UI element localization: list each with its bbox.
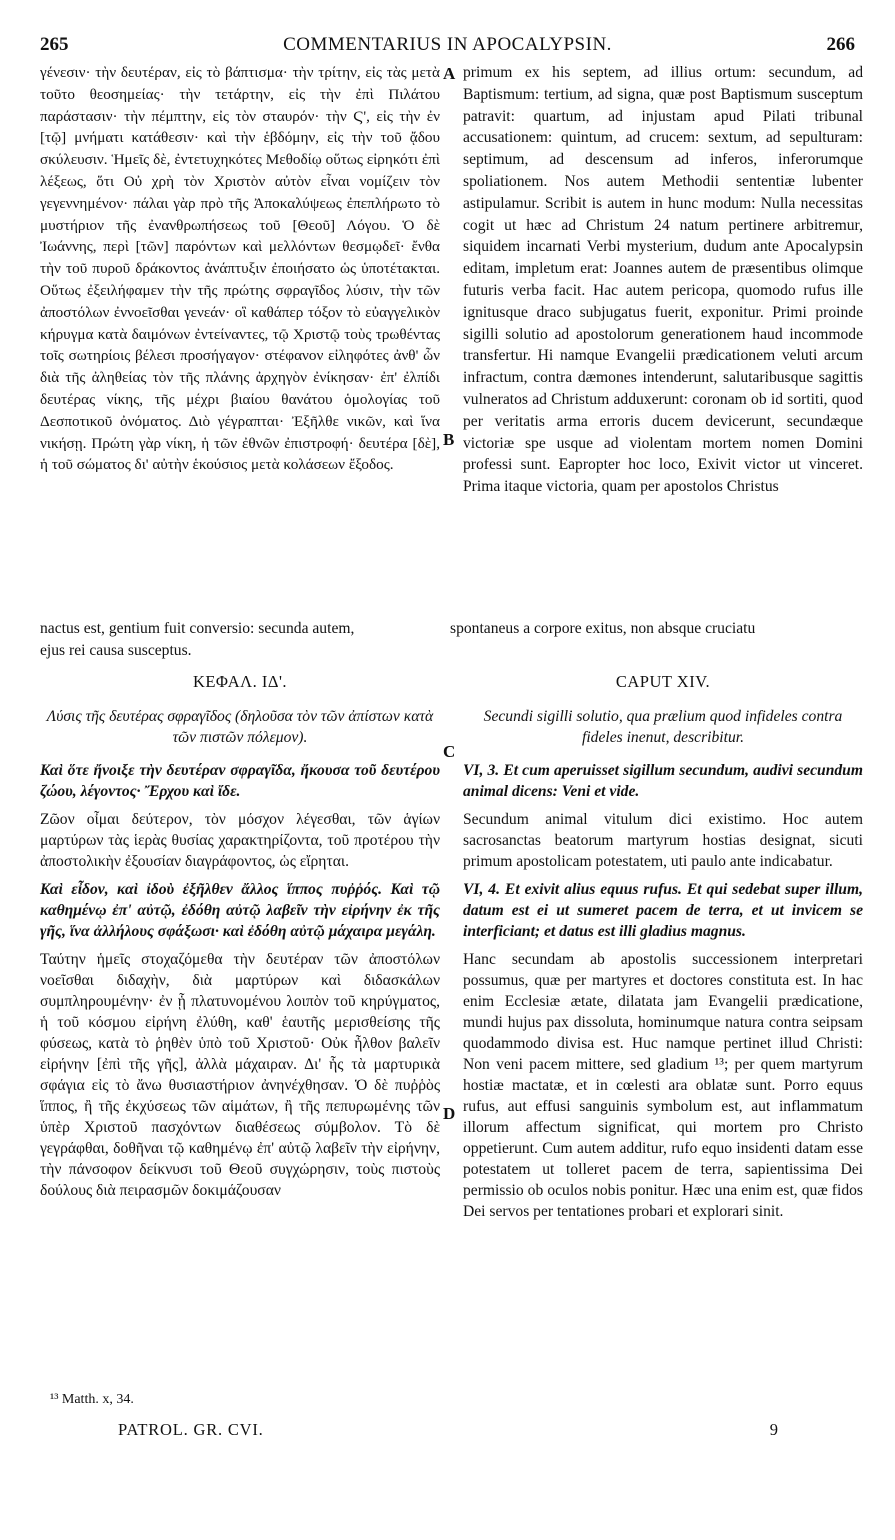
latin-chapter-title: CAPUT XIV. (615, 672, 711, 691)
latin-verse-1: VI, 3. Et cum aperuisset sigillum secundum, audivi secundum animal dicens: Veni et vide. (463, 762, 863, 800)
page-footer (118, 1420, 778, 1444)
margin-letter-d: D (443, 1104, 456, 1123)
spanning-line-continuation: ejus rei causa susceptus. (40, 642, 192, 659)
greek-verse-2: Καὶ εἶδον, καὶ ἰδοὺ ἐξῆλθεν ἄλλος ἵππος πυῤῥός. Καὶ τῷ καθημένῳ ἐπ' αὐτῷ, ἐδόθη αὐτῷ λαβεῖν τὴν εἰρήνην ἐκ τῆς γῆς, ἵνα ἀλλήλους σφάξωσι· καὶ ἐδόθη αὐτῷ μάχαιρα μεγάλη. (40, 881, 440, 940)
greek-paragraph: γένεσιν· τὴν δευτέραν, εἰς τὸ βάπτισμα· τὴν τρίτην, εἰς τὰς μετὰ τοῦτο θεοσημείας· τὴν τετάρτην, εἰς τὴν ἐπὶ Πιλάτου παράστασιν· τὴν πέμπτην, εἰς τὸν σταυρόν· τὴν Ϛ', εἰς τὴν ἐν [τῷ] μνήματι κατάθεσιν· καὶ τὴν ἑβδόμην, εἰς τὴν τοῦ ᾄδου σκύλευσιν. Ἡμεῖς δὲ, ἐντετυχηκότες Μεθοδίῳ οὕτως εἰρηκότι ἐπὶ λέξεως, ὅτι Οὐ χρὴ τὸν Χριστὸν αὐτὸν εἶναι νομίζειν τὸν γεγεννημένον· πάλαι γὰρ πρὸ τῆς Ἀποκαλύψεως ἐπεπλήρωτο τὸ μυστήριον τῆς ἐνανθρωπήσεως τοῦ [Θεοῦ] Λόγου. Ὁ δὲ Ἰωάννης, περὶ [τῶν] παρόντων καὶ μελλόντων θεσμῳδεῖ· ἔνθα τὴν τοῦ πυροῦ δράκοντος ἀνάπτυξιν ἐποιήσατο ὡς ὑποτέτακται. Οὕτως ἐξειλήφαμεν τὴν τῆς πρώτης σφραγῖδος λύσιν, τὴν τῶν ἀποστόλων ἐννοεῖσθαι γενεάν· οἳ καθάπερ τόξον τὸ εὐαγγελικὸν κήρυγμα κατὰ δαιμόνων ἐντείναντες, τῷ Χριστῷ τοὺς τρωθέντας τοῖς σωτηρίοις βέλεσι προσήγαγον· στέφανον εἰληφότες ἀνθ' ὧν διὰ τῆς ἀληθείας τὸν τῆς πλάνης ἀρχηγὸν ἐνίκησαν· ἐπ' ἐλπίδι δευτέρας νίκης, τῆς μέχρι βιαίου θανάτου ὁμολογίας τοῦ Δεσποτικοῦ ὀνόματος. Διὸ γέγραπται· Ἐξῆλθε νικῶν, καὶ ἵνα νικήσῃ. Πρώτη γὰρ νίκη, ἡ τῶν ἐθνῶν ἐπιστροφή· δευτέρα [δὲ], ἡ τοῦ σώματος δι' αὐτὴν ἑκούσιος μετὰ κολάσεων ἔξοδος. (40, 64, 440, 474)
latin-comment-2: Hanc secundam ab apostolis successionem interpretari possumus, quæ per martyres et doctores constituta est. In hac enim Ecclesiæ ætate, dilatata jam Evangelii prædicatione, mundi hujus pax dissoluta, hominumque natura contra seipsam quodammodo divisa est. Huc namque pertinet illud Christi: Non veni pacem mittere, sed gladium ¹³; per quem martyrum hostiæ mactatæ, et in cœlesti ara oblatæ sunt. Porro equus rufus, aut effusi sanguinis symbolum est, aut inflammatum illorum affectum significat, qui mortem pro Christo oppetierunt. Cum autem additur, rufo equo insidenti datam esse potestatem ut tolleret pacem de terra, sapientissima Dei permissio ob oculos nobis ponitur. Hæc una enim est, quæ fidos Dei servos per tentationes probari et explorari sinit. (463, 951, 863, 1220)
greek-section (40, 706, 440, 1208)
greek-verse-1: Καὶ ὅτε ἤνοιξε τὴν δευτέραν σφραγῖδα, ἤκουσα τοῦ δευτέρου ζώου, λέγοντος· Ἔρχου καὶ ἴδε. (40, 762, 440, 800)
latin-paragraph: primum ex his septem, ad illius ortum: secundum, ad Baptismum: tertium, ad signa, quæ post Baptismum susceptum patravit: quartum, ad injustam apud Pilati tribunal accusationem: quintum, ad crucem: sextum, ad sepulturam: septimum, ad descensum ad inferos, inferorumque spoliationem. Nos autem Methodii sententiæ lubenter astipulamur. Scribit is autem in hunc modum: Nulla necessitas cogit ut hæc ad Christum 24 natum pertinere arbitremur, siquidem incarnati Verbi mysterium, dudum ante Apocalypsin editam, impletum erat: Joannes autem de præsentibus olimque futuris verba facit. Hac autem pericopa, quomodo rufus ille ignitusque draco subjugatus fuerit, exponitur. Primi proinde sigilli solutio ad apostolorum generationem haud incommode transfertur. Hi namque Evangelii prædicationem veluti arcum infractum, contra dæmones intenderunt, salutaribusque sagittis vulneratos ad Christum adduxerunt: coronam ob id sortiti, quod per veritatis arma erroris ducem devicerunt, secundæque victoriæ spe usque ad violentam mortem nomen Domini professi sunt. Eapropter hoc loco, Exivit victor ut vinceret. Prima itaque victoria, quam per apostolos Christus (463, 64, 863, 496)
volume-signature: PATROL. GR. CVI. (118, 1420, 264, 1439)
page-number-left: 265 (40, 34, 69, 55)
latin-comment-1: Secundum animal vitulum dici existimo. Hoc autem sacrosanctas beatorum martyrum hostias designat, sicuti primum apostolicam potestatem, uti paulo ante indicabatur. (463, 811, 863, 870)
page-header (40, 34, 855, 60)
greek-summary: Λύσις τῆς δευτέρας σφραγῖδος (δηλοῦσα τὸν τῶν ἀπίστων κατὰ τῶν πιστῶν πόλεμον). (46, 708, 434, 746)
spanning-line-right: spontaneus a corpore exitus, non absque cruciatu (450, 620, 756, 637)
margin-letter-a: A (443, 64, 456, 83)
latin-verse-2: VI, 4. Et exivit alius equus rufus. Et qui sedebat super illum, datum est ei ut sumeret pacem de terra, et ut invicem se interficiant; et datus est illi gladius magnus. (463, 881, 863, 940)
margin-letter-c: C (443, 742, 456, 761)
latin-column-top (463, 62, 863, 498)
sheet-number: 9 (769, 1420, 778, 1439)
page-number-right: 266 (826, 34, 855, 55)
latin-summary: Secundi sigilli solutio, qua prælium quod infideles contra fideles inenut, describitur. (483, 708, 843, 746)
running-title: COMMENTARIUS IN APOCALYPSIN. (283, 34, 612, 55)
footnote: ¹³ Matth. x, 34. (50, 1392, 134, 1407)
margin-letter-b: B (443, 430, 455, 449)
latin-section (463, 706, 863, 1229)
spanning-line-left: nactus est, gentium fuit conversio: secunda autem, (40, 620, 355, 637)
greek-chapter-title: ΚΕΦΑΛ. ΙΔ'. (192, 672, 288, 691)
greek-comment-1: Ζῶον οἶμαι δεύτερον, τὸν μόσχον λέγεσθαι, τῶν ἁγίων μαρτύρων τὰς ἱερὰς θυσίας χαρακτηρίζοντα, τοῦ προτέρου τὴν ἀποστολικὴν ἐξουσίαν διαγράφοντος, ὡς εἴρηται. (40, 811, 440, 870)
greek-column-top (40, 62, 440, 476)
greek-comment-2: Ταύτην ἡμεῖς στοχαζόμεθα τὴν δευτέραν τῶν ἀποστόλων νοεῖσθαι διδαχὴν, διὰ μαρτύρων καὶ διδασκάλων συμπληρουμένην· ἐν ᾗ πλατυνομένου λοιπὸν τοῦ κηρύγματος, ἡ τοῦ κόσμου εἰρήνη ἐλύθη, καθ' ἑαυτῆς μερισθείσης τῆς φύσεως, κατὰ τὸ ῥηθὲν ὑπὸ τοῦ Χριστοῦ· Οὐκ ἦλθον βαλεῖν εἰρήνην [ἐπὶ τῆς γῆς], ἀλλὰ μάχαιραν. Δι' ἧς τὰ μαρτυρικὰ σφάγια εἰς τὸ ἄνω θυσιαστήριον ἀνηνέχθησαν. Ὁ δὲ πυῤῥὸς ἵππος, ἢ τῆς ἐκχύσεως τῶν αἱμάτων, ἢ τῆς πεπυρωμένης τῶν ὑπὲρ Χριστοῦ πασχόντων διαθέσεως σύμβολον. Τὸ δὲ γεγράφθαι, δοθῆναι τῷ καθημένῳ ἐπ' αὐτῷ λαβεῖν τὴν εἰρήνην, τὴν πάνσοφον δείκνυσι τοῦ Θεοῦ συγχώρησιν, τοὺς πιστοὺς δούλους διὰ πειρασμῶν δοκιμάζουσαν (40, 951, 440, 1199)
